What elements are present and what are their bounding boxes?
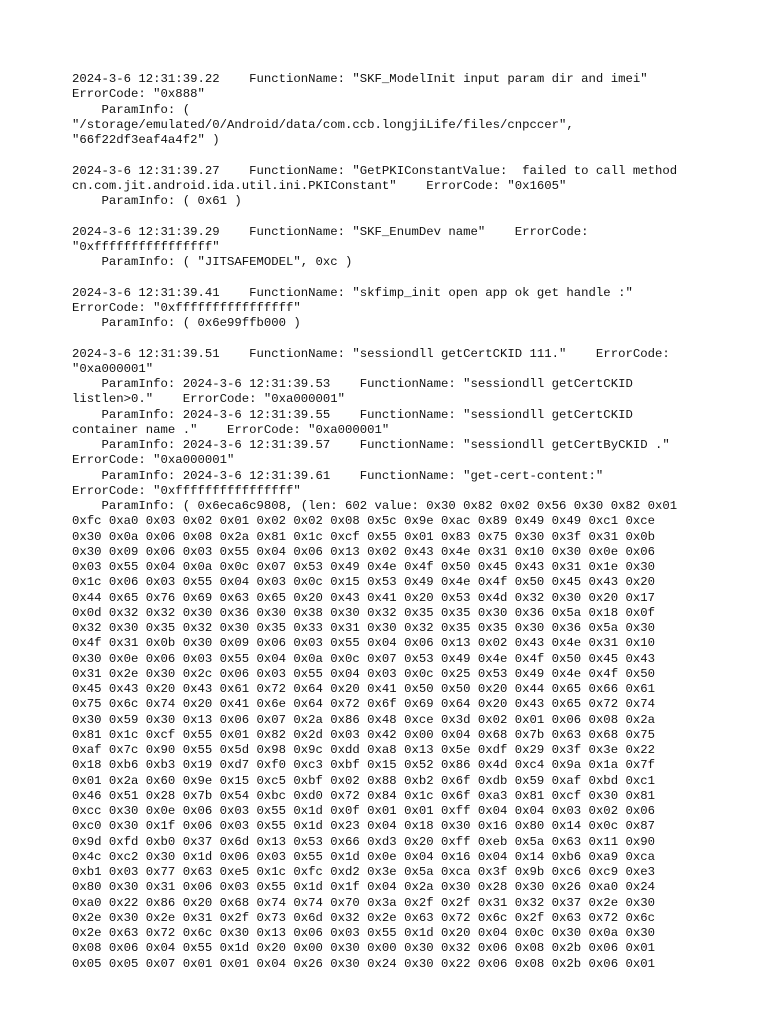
log-line: ParamInfo: 2024-3-6 12:31:39.55 FunctionName: "sessiondll getCertCKID xyxy=(72,407,633,422)
log-line: ErrorCode: "0xffffffffffffffff" xyxy=(72,483,301,498)
log-line: 0x80 0x30 0x31 0x06 0x03 0x55 0x1d 0x1f 0x04 0x2a 0x30 0x28 0x30 0x26 0xa0 0x24 xyxy=(72,880,655,895)
log-line: 0x30 0x09 0x06 0x03 0x55 0x04 0x06 0x13 0x02 0x43 0x4e 0x31 0x10 0x30 0x0e 0x06 xyxy=(72,544,655,559)
log-line: 0xb1 0x03 0x77 0x63 0xe5 0x1c 0xfc 0xd2 0x3e 0x5a 0xca 0x3f 0x9b 0xc6 0xc9 0xe3 xyxy=(72,865,655,879)
log-line: ParamInfo: 2024-3-6 12:31:39.57 FunctionName: "sessiondll getCertByCKID ." xyxy=(72,438,670,452)
log-line: ParamInfo: ( 0x6eca6c9808, (len: 602 value: 0x30 0x82 0x02 0x56 0x30 0x82 0x01 xyxy=(72,499,678,513)
log-line: "0xffffffffffffffff" xyxy=(72,239,220,254)
log-line: ErrorCode: "0x888" xyxy=(72,87,205,102)
log-line: "/storage/emulated/0/Android/data/com.ccb.longjiLife/files/cnpccer", xyxy=(72,117,574,132)
log-line: 0x0d 0x32 0x32 0x30 0x36 0x30 0x38 0x30 0x32 0x35 0x35 0x30 0x36 0x5a 0x18 0x0f xyxy=(72,605,655,620)
log-line: 0x2e 0x30 0x2e 0x31 0x2f 0x73 0x6d 0x32 0x2e 0x63 0x72 0x6c 0x2f 0x63 0x72 0x6c xyxy=(72,910,655,925)
log-line: ParamInfo: ( xyxy=(72,102,191,117)
log-line: 0xc0 0x30 0x1f 0x06 0x03 0x55 0x1d 0x23 0x04 0x18 0x30 0x16 0x80 0x14 0x0c 0x87 xyxy=(72,819,655,834)
log-line: listlen>0." ErrorCode: "0xa000001" xyxy=(72,392,346,407)
log-line: 0x03 0x55 0x04 0x0a 0x0c 0x07 0x53 0x49 0x4e 0x4f 0x50 0x45 0x43 0x31 0x1e 0x30 xyxy=(72,560,655,574)
log-line: 0x05 0x05 0x07 0x01 0x01 0x04 0x26 0x30 0x24 0x30 0x22 0x06 0x08 0x2b 0x06 0x01 xyxy=(72,956,655,971)
log-line: ParamInfo: ( "JITSAFEMODEL", 0xc ) xyxy=(72,255,353,269)
log-line: 0x30 0x0e 0x06 0x03 0x55 0x04 0x0a 0x0c 0x07 0x53 0x49 0x4e 0x4f 0x50 0x45 0x43 xyxy=(72,651,655,666)
log-line: 0x08 0x06 0x04 0x55 0x1d 0x20 0x00 0x30 0x00 0x30 0x32 0x06 0x08 0x2b 0x06 0x01 xyxy=(72,941,655,956)
log-line: 2024-3-6 12:31:39.29 FunctionName: "SKF_EnumDev name" ErrorCode: xyxy=(72,224,589,239)
log-line: cn.com.jit.android.ida.util.ini.PKIConstant" ErrorCode: "0x1605" xyxy=(72,178,567,193)
log-line: 0x46 0x51 0x28 0x7b 0x54 0xbc 0xd0 0x72 0x84 0x1c 0x6f 0xa3 0x81 0xcf 0x30 0x81 xyxy=(72,788,655,803)
log-line: ErrorCode: "0xa000001" xyxy=(72,453,235,468)
log-line: 0x1c 0x06 0x03 0x55 0x04 0x03 0x0c 0x15 0x53 0x49 0x4e 0x4f 0x50 0x45 0x43 0x20 xyxy=(72,575,655,590)
log-line: 2024-3-6 12:31:39.41 FunctionName: "skfimp_init open app ok get handle :" xyxy=(72,285,633,300)
log-line: ParamInfo: ( 0x6e99ffb000 ) xyxy=(72,316,301,330)
log-line: 0x30 0x0a 0x06 0x08 0x2a 0x81 0x1c 0xcf 0x55 0x01 0x83 0x75 0x30 0x3f 0x31 0x0b xyxy=(72,529,655,544)
log-line: ErrorCode: "0xffffffffffffffff" xyxy=(72,300,301,315)
log-line: 0x4f 0x31 0x0b 0x30 0x09 0x06 0x03 0x55 0x04 0x06 0x13 0x02 0x43 0x4e 0x31 0x10 xyxy=(72,636,655,651)
blank-line xyxy=(72,209,732,224)
log-line: 0x75 0x6c 0x74 0x20 0x41 0x6e 0x64 0x72 0x6f 0x69 0x64 0x20 0x43 0x65 0x72 0x74 xyxy=(72,697,655,712)
log-line: 0xaf 0x7c 0x90 0x55 0x5d 0x98 0x9c 0xdd 0xa8 0x13 0x5e 0xdf 0x29 0x3f 0x3e 0x22 xyxy=(72,743,655,757)
blank-line xyxy=(72,331,732,346)
log-line: 0x30 0x59 0x30 0x13 0x06 0x07 0x2a 0x86 0x48 0xce 0x3d 0x02 0x01 0x06 0x08 0x2a xyxy=(72,712,655,727)
log-line: 0x81 0x1c 0xcf 0x55 0x01 0x82 0x2d 0x03 0x42 0x00 0x04 0x68 0x7b 0x63 0x68 0x75 xyxy=(72,727,655,742)
blank-line xyxy=(72,270,732,285)
log-line: 0x44 0x65 0x76 0x69 0x63 0x65 0x20 0x43 0x41 0x20 0x53 0x4d 0x32 0x30 0x20 0x17 xyxy=(72,590,655,605)
log-line: ParamInfo: 2024-3-6 12:31:39.53 FunctionName: "sessiondll getCertCKID xyxy=(72,377,633,391)
log-line: 0xcc 0x30 0x0e 0x06 0x03 0x55 0x1d 0x0f 0x01 0x01 0xff 0x04 0x04 0x03 0x02 0x06 xyxy=(72,804,655,818)
log-line: 0x4c 0xc2 0x30 0x1d 0x06 0x03 0x55 0x1d 0x0e 0x04 0x16 0x04 0x14 0xb6 0xa9 0xca xyxy=(72,849,655,864)
log-line: 0x45 0x43 0x20 0x43 0x61 0x72 0x64 0x20 0x41 0x50 0x50 0x20 0x44 0x65 0x66 0x61 xyxy=(72,682,655,696)
log-line: 0xfc 0xa0 0x03 0x02 0x01 0x02 0x02 0x08 0x5c 0x9e 0xac 0x89 0x49 0x49 0xc1 0xce xyxy=(72,514,655,529)
log-line: ParamInfo: 2024-3-6 12:31:39.61 FunctionName: "get-cert-content:" xyxy=(72,468,604,483)
blank-line xyxy=(72,148,732,163)
log-document xyxy=(72,72,732,972)
log-line: 0x31 0x2e 0x30 0x2c 0x06 0x03 0x55 0x04 0x03 0x0c 0x25 0x53 0x49 0x4e 0x4f 0x50 xyxy=(72,666,655,681)
log-line: 0x32 0x30 0x35 0x32 0x30 0x35 0x33 0x31 0x30 0x32 0x35 0x35 0x30 0x36 0x5a 0x30 xyxy=(72,621,655,635)
log-line: container name ." ErrorCode: "0xa000001" xyxy=(72,422,390,437)
log-line: 0x18 0xb6 0xb3 0x19 0xd7 0xf0 0xc3 0xbf 0x15 0x52 0x86 0x4d 0xc4 0x9a 0x1a 0x7f xyxy=(72,758,655,773)
log-line: 0x9d 0xfd 0xb0 0x37 0x6d 0x13 0x53 0x66 0xd3 0x20 0xff 0xeb 0x5a 0x63 0x11 0x90 xyxy=(72,834,655,849)
log-line: ParamInfo: ( 0x61 ) xyxy=(72,194,242,208)
log-line: 0xa0 0x22 0x86 0x20 0x68 0x74 0x74 0x70 0x3a 0x2f 0x2f 0x31 0x32 0x37 0x2e 0x30 xyxy=(72,895,655,910)
log-line: 0x01 0x2a 0x60 0x9e 0x15 0xc5 0xbf 0x02 0x88 0xb2 0x6f 0xdb 0x59 0xaf 0xbd 0xc1 xyxy=(72,773,655,788)
log-line: 0x2e 0x63 0x72 0x6c 0x30 0x13 0x06 0x03 0x55 0x1d 0x20 0x04 0x0c 0x30 0x0a 0x30 xyxy=(72,926,655,940)
log-line: 2024-3-6 12:31:39.51 FunctionName: "sessiondll getCertCKID 111." ErrorCode: xyxy=(72,346,670,361)
log-line: "0xa000001" xyxy=(72,361,154,376)
log-line: 2024-3-6 12:31:39.22 FunctionName: "SKF_ModelInit input param dir and imei" xyxy=(72,72,648,86)
log-line: 2024-3-6 12:31:39.27 FunctionName: "GetPKIConstantValue: failed to call method xyxy=(72,163,678,178)
log-line: "66f22df3eaf4a4f2" ) xyxy=(72,133,220,147)
